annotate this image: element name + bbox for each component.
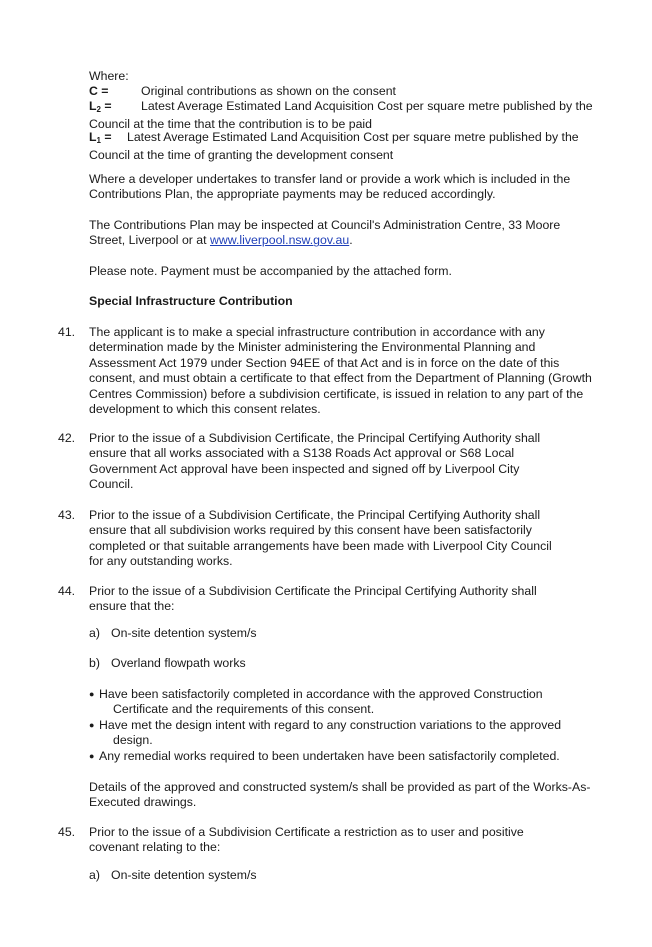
bullet-dot-icon: ●: [89, 720, 95, 730]
definition-text: Latest Average Estimated Land Acquisition Cost per square metre published by the Council at the time that the contribution is to be paid: [89, 99, 593, 132]
council-website-link[interactable]: www.liverpool.nsw.gov.au: [209, 233, 350, 248]
clause-number: 42.: [58, 431, 76, 445]
definition-symbol: C =: [89, 84, 109, 98]
definition-l1: [89, 130, 599, 164]
definition-c: [89, 84, 599, 99]
bullet-dot-icon: ●: [89, 689, 95, 699]
clause-44-item-b: b) Overland flowpath works: [89, 656, 246, 670]
clause-44-item-a: a) On-site detention system/s: [89, 626, 257, 640]
clause-number: 41.: [58, 325, 76, 339]
clause-44-bullet: ● Have met the design intent with regard to any construction variations to the approved design.: [89, 718, 562, 748]
clause-45-text: Prior to the issue of a Subdivision Certificate a restriction as to user and positive covenant relating to the:: [89, 825, 524, 855]
definition-l2: [89, 99, 599, 133]
clause-44-details: Details of the approved and constructed system/s shall be provided as part of the Works-As-Executed drawings.: [89, 780, 591, 810]
definition-symbol: $L_2$ =: [89, 99, 112, 114]
paragraph-note: Please note. Payment must be accompanied by the attached form.: [89, 264, 452, 278]
clause-43-text: Prior to the issue of a Subdivision Certificate, the Principal Certifying Authority shall ensure that all subdivision works required by this consent have been satisfactorily completed or that suitable arrangements have been made with Liverpool City Council for any outstanding works.: [89, 508, 552, 569]
where-label: Where:: [89, 69, 129, 83]
heading-special-infrastructure: Special Infrastructure Contribution: [89, 294, 293, 308]
clause-41-text: The applicant is to make a special infrastructure contribution in accordance with any determination made by the Minister administering the Environmental Planning and Assessment Act 1979 under Section 94EE of that Act and is in force on the date of this consent, and must obtain a certificate to that effect from the Department of Planning (Growth Centres Commission) before a subdivision certificate, is issued in relation to any part of the development to which this consent relates.: [89, 325, 592, 417]
clause-44-bullet: ● Any remedial works required to been undertaken have been satisfactorily completed.: [89, 749, 560, 763]
clause-44-text: Prior to the issue of a Subdivision Certificate the Principal Certifying Authority shall ensure that the:: [89, 584, 537, 614]
definition-symbol: $L_1$ =: [89, 130, 112, 145]
paragraph-developer: Where a developer undertakes to transfer land or provide a work which is included in the Contributions Plan, the appropriate payments may be reduced accordingly.: [89, 172, 571, 202]
clause-number: 43.: [58, 508, 76, 522]
clause-number: 44.: [58, 584, 76, 598]
definition-text: Latest Average Estimated Land Acquisition Cost per square metre published by the Council at the time of granting the development consent: [89, 130, 579, 163]
clause-44-bullet: ● Have been satisfactorily completed in accordance with the approved Construction Certificate and the requirements of this consent.: [89, 687, 543, 717]
clause-number: 45.: [58, 825, 76, 839]
paragraph-inspect: The Contributions Plan may be inspected at Council's Administration Centre, 33 Moore Street, Liverpool or at www.liverpool.nsw.gov.au.: [89, 218, 561, 248]
clause-45-item-a: a) On-site detention system/s: [89, 868, 257, 882]
definition-text: Original contributions as shown on the consent: [141, 84, 396, 98]
bullet-dot-icon: ●: [89, 751, 95, 761]
clause-42-text: Prior to the issue of a Subdivision Certificate, the Principal Certifying Authority shall ensure that all works associated with a S138 Roads Act approval or S68 Local Government Act approval have been inspected and signed off by Liverpool City Council.: [89, 431, 541, 492]
